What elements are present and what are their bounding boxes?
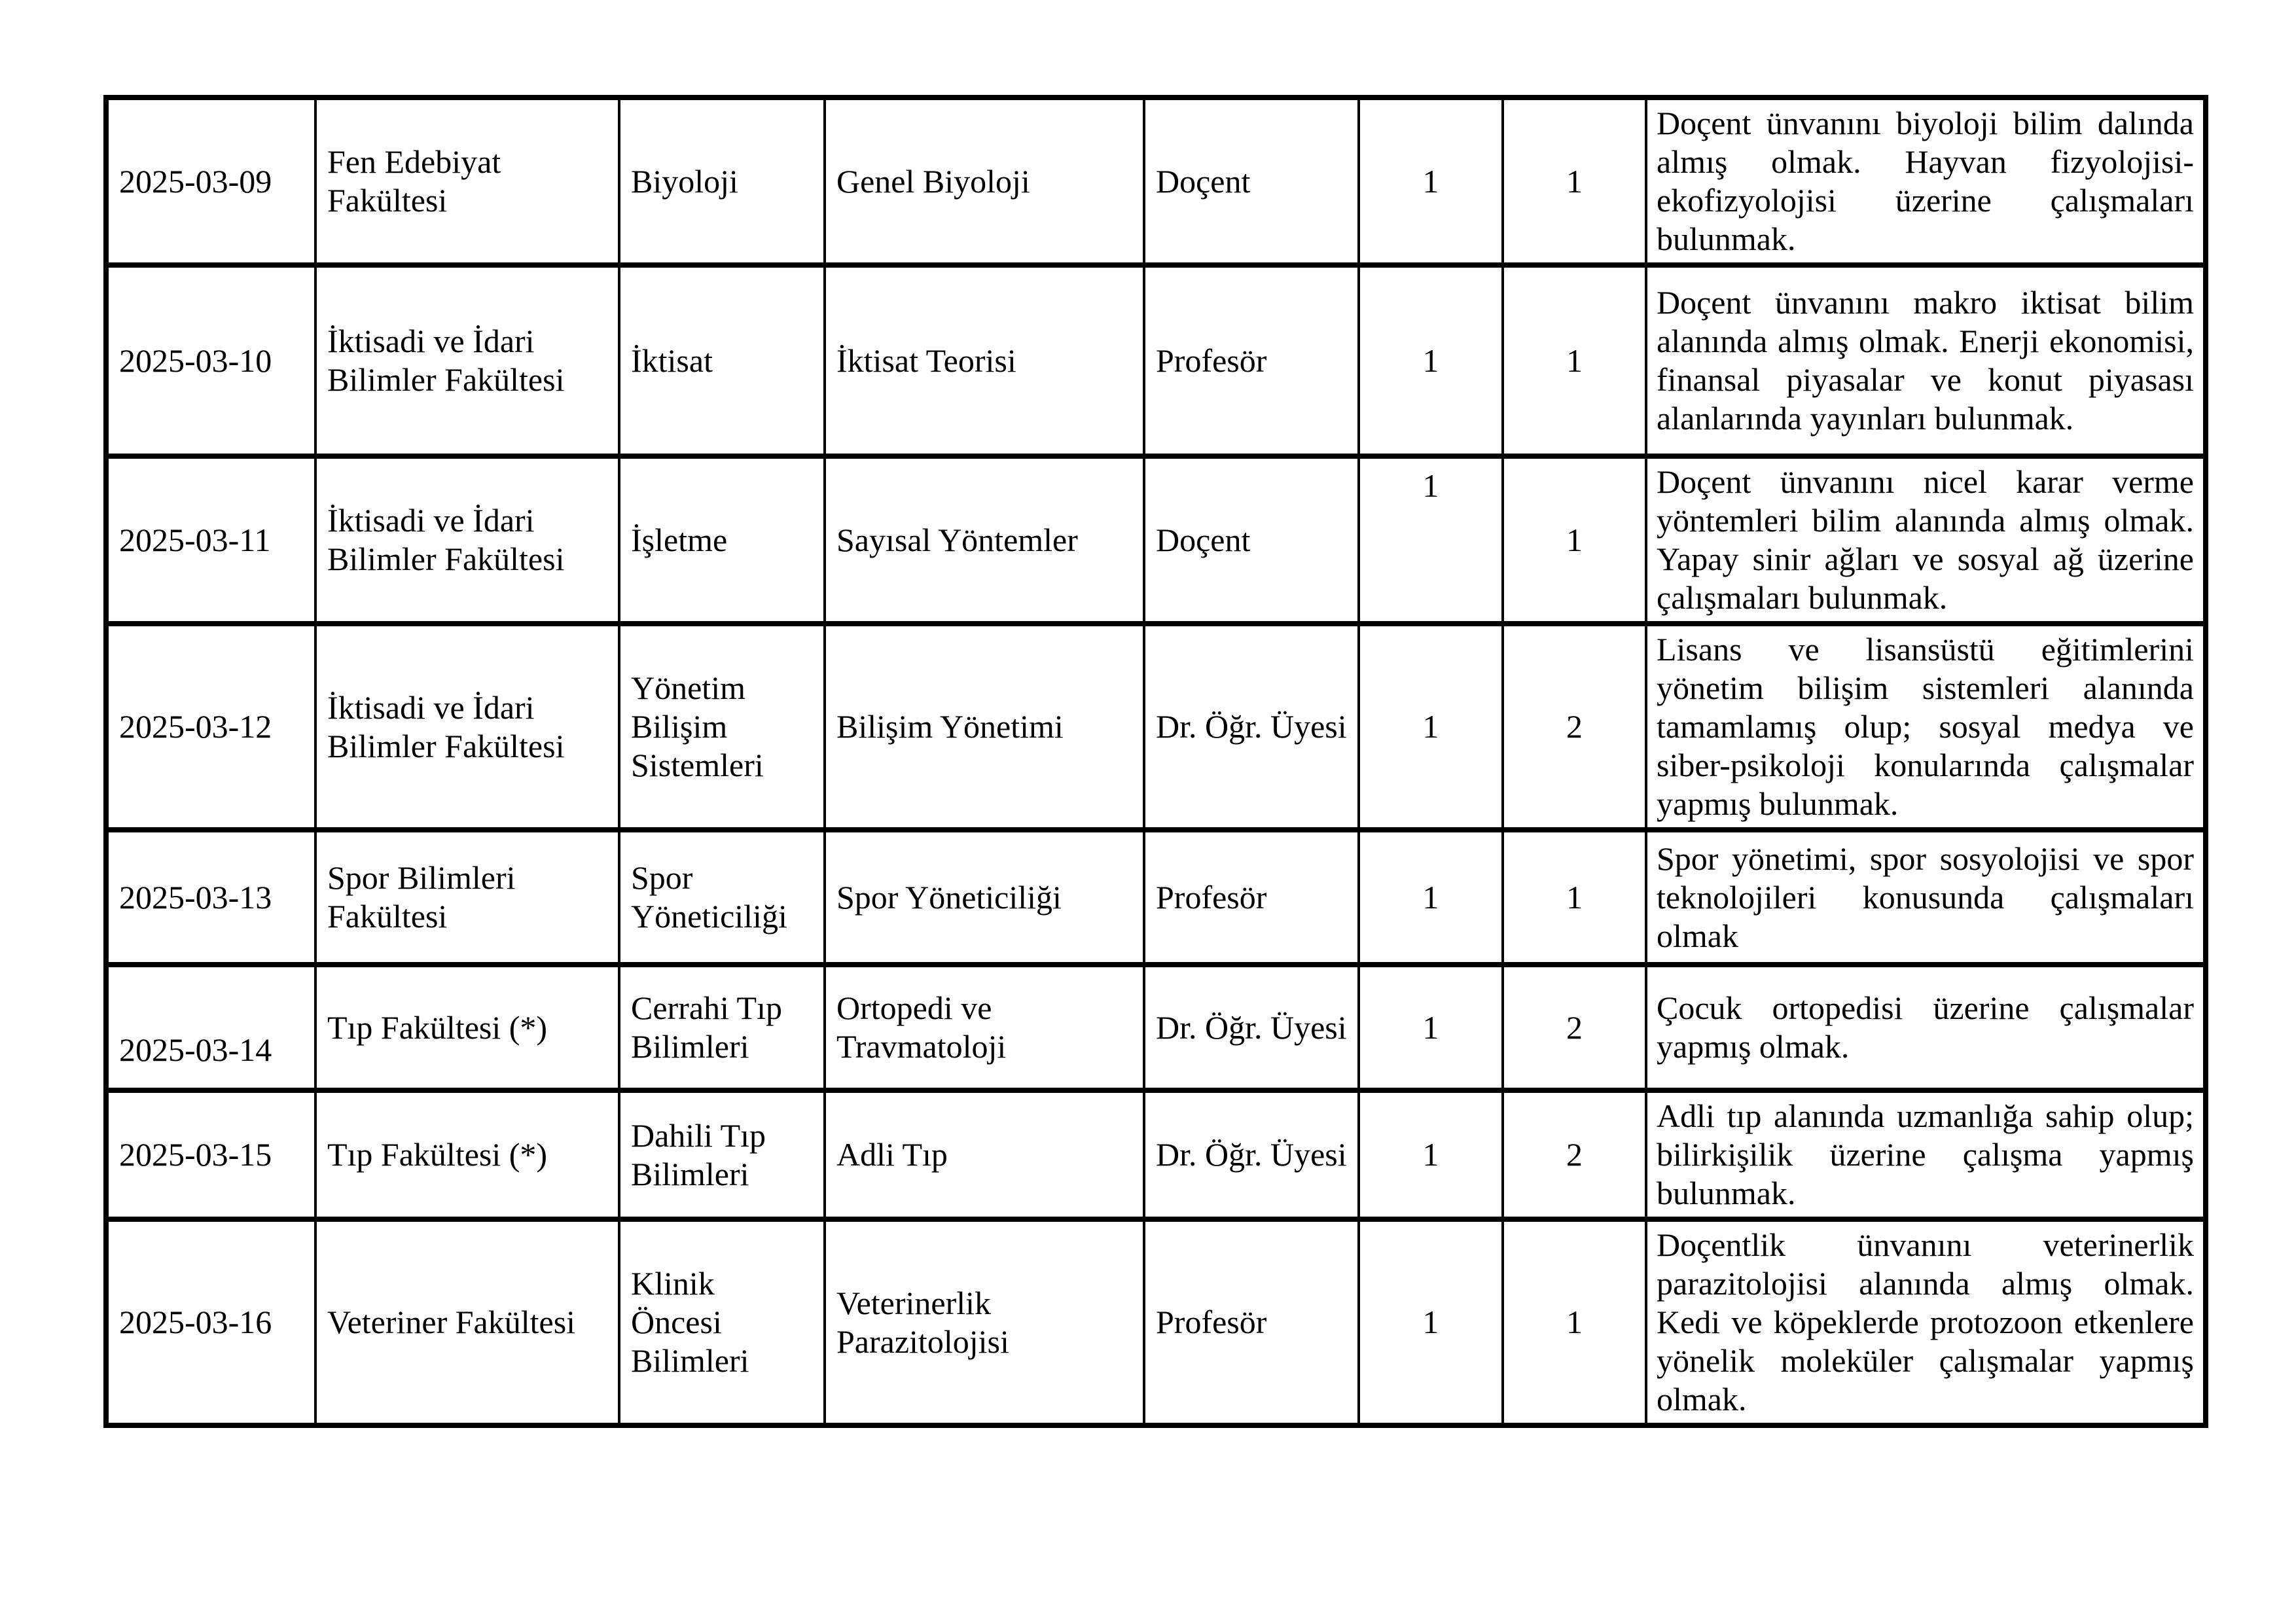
cell-faculty: Spor Bilimleri Fakültesi xyxy=(315,830,619,965)
cell-date: 2025-03-16 xyxy=(106,1219,315,1425)
cell-quota-2: 1 xyxy=(1503,1219,1646,1425)
cell-requirements: Lisans ve lisansüstü eğitimlerini yönetim bilişim sistemleri alanında tamamlamış olup; sosyal medya ve siber-psikoloji konularında çalışmalar yapmış bulunmak. xyxy=(1646,624,2206,830)
cell-quota-2: 2 xyxy=(1503,965,1646,1090)
cell-quota-1: 1 xyxy=(1359,624,1503,830)
cell-title: Dr. Öğr. Üyesi xyxy=(1144,965,1359,1090)
cell-faculty: Tıp Fakültesi (*) xyxy=(315,965,619,1090)
cell-department: Biyoloji xyxy=(619,98,825,265)
cell-title: Doçent xyxy=(1144,98,1359,265)
cell-faculty: Tıp Fakültesi (*) xyxy=(315,1090,619,1219)
cell-quota-2: 2 xyxy=(1503,1090,1646,1219)
table-row xyxy=(106,265,2206,456)
cell-date: 2025-03-10 xyxy=(106,265,315,456)
cell-quota-1: 1 xyxy=(1359,1219,1503,1425)
cell-requirements: Doçent ünvanını makro iktisat bilim alanında almış olmak. Enerji ekonomisi, finansal piyasalar ve konut piyasası alanlarında yayınları bulunmak. xyxy=(1646,265,2206,456)
cell-faculty: İktisadi ve İdari Bilimler Fakültesi xyxy=(315,265,619,456)
cell-department: Cerrahi Tıp Bilimleri xyxy=(619,965,825,1090)
cell-requirements: Adli tıp alanında uzmanlığa sahip olup; bilirkişilik üzerine çalışma yapmış bulunmak. xyxy=(1646,1090,2206,1219)
table-row xyxy=(106,456,2206,624)
cell-quota-1: 1 xyxy=(1359,265,1503,456)
cell-program: İktisat Teorisi xyxy=(825,265,1144,456)
table-row xyxy=(106,1219,2206,1425)
cell-quota-2: 1 xyxy=(1503,98,1646,265)
cell-quota-2: 1 xyxy=(1503,830,1646,965)
cell-department: Yönetim Bilişim Sistemleri xyxy=(619,624,825,830)
cell-department: Dahili Tıp Bilimleri xyxy=(619,1090,825,1219)
cell-title: Profesör xyxy=(1144,1219,1359,1425)
cell-faculty: Fen Edebiyat Fakültesi xyxy=(315,98,619,265)
cell-faculty: Veteriner Fakültesi xyxy=(315,1219,619,1425)
cell-date: 2025-03-15 xyxy=(106,1090,315,1219)
cell-quota-1: 1 xyxy=(1359,98,1503,265)
table-row xyxy=(106,965,2206,1090)
cell-title: Profesör xyxy=(1144,830,1359,965)
cell-quota-1: 1 xyxy=(1359,1090,1503,1219)
cell-requirements: Doçent ünvanını biyoloji bilim dalında almış olmak. Hayvan fizyolojisi-ekofizyolojisi üzerine çalışmaları bulunmak. xyxy=(1646,98,2206,265)
cell-faculty: İktisadi ve İdari Bilimler Fakültesi xyxy=(315,456,619,624)
cell-title: Dr. Öğr. Üyesi xyxy=(1144,1090,1359,1219)
cell-title: Doçent xyxy=(1144,456,1359,624)
cell-program: Genel Biyoloji xyxy=(825,98,1144,265)
announcement-table xyxy=(103,95,2208,1428)
table-row xyxy=(106,830,2206,965)
cell-program: Veterinerlik Parazitolojisi xyxy=(825,1219,1144,1425)
cell-quota-2: 1 xyxy=(1503,456,1646,624)
cell-quota-2: 2 xyxy=(1503,624,1646,830)
cell-title: Dr. Öğr. Üyesi xyxy=(1144,624,1359,830)
cell-requirements: Doçentlik ünvanını veterinerlik parazitolojisi alanında almış olmak. Kedi ve köpeklerde protozoon etkenlere yönelik moleküler çalışmalar yapmış olmak. xyxy=(1646,1219,2206,1425)
table-row xyxy=(106,98,2206,265)
cell-quota-1: 1 xyxy=(1359,830,1503,965)
cell-faculty: İktisadi ve İdari Bilimler Fakültesi xyxy=(315,624,619,830)
cell-quota-2: 1 xyxy=(1503,265,1646,456)
cell-date: 2025-03-09 xyxy=(106,98,315,265)
cell-program: Spor Yöneticiliği xyxy=(825,830,1144,965)
cell-program: Adli Tıp xyxy=(825,1090,1144,1219)
cell-program: Bilişim Yönetimi xyxy=(825,624,1144,830)
table-row xyxy=(106,1090,2206,1219)
cell-department: Spor Yöneticiliği xyxy=(619,830,825,965)
cell-department: İktisat xyxy=(619,265,825,456)
cell-department: İşletme xyxy=(619,456,825,624)
cell-date: 2025-03-14 xyxy=(106,965,315,1090)
cell-date: 2025-03-12 xyxy=(106,624,315,830)
cell-department: Klinik Öncesi Bilimleri xyxy=(619,1219,825,1425)
cell-requirements: Spor yönetimi, spor sosyolojisi ve spor teknolojileri konusunda çalışmaları olmak xyxy=(1646,830,2206,965)
cell-title: Profesör xyxy=(1144,265,1359,456)
table-row xyxy=(106,624,2206,830)
cell-program: Sayısal Yöntemler xyxy=(825,456,1144,624)
cell-date: 2025-03-11 xyxy=(106,456,315,624)
cell-quota-1: 1 xyxy=(1359,965,1503,1090)
cell-requirements: Çocuk ortopedisi üzerine çalışmalar yapmış olmak. xyxy=(1646,965,2206,1090)
cell-date: 2025-03-13 xyxy=(106,830,315,965)
cell-requirements: Doçent ünvanını nicel karar verme yöntemleri bilim alanında almış olmak. Yapay sinir ağları ve sosyal ağ üzerine çalışmaları bulunmak. xyxy=(1646,456,2206,624)
cell-program: Ortopedi ve Travmatoloji xyxy=(825,965,1144,1090)
cell-quota-1: 1 xyxy=(1359,456,1503,624)
